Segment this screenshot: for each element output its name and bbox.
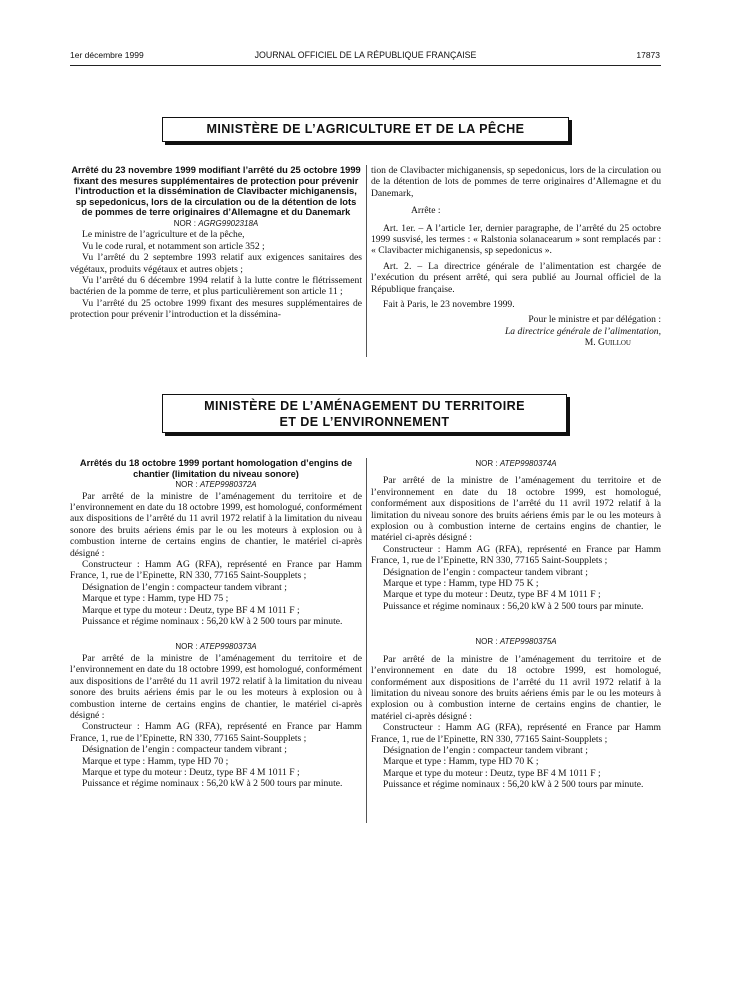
- section2-left-column: [70, 458, 362, 790]
- puissance: Puissance et régime nominaux : 56,20 kW à 2 500 tours par minute.: [82, 616, 343, 628]
- section2-right-column: [371, 458, 661, 791]
- paragraph-vu-arrete-1993: Vu l’arrêté du 2 septembre 1993 relatif aux exigences sanitaires des végétaux, produits végétaux et autres objets ;: [70, 252, 362, 275]
- ministry-box-environnement: [162, 394, 567, 433]
- column-divider: [366, 458, 367, 823]
- header-journal-title: JOURNAL OFFICIEL DE LA RÉPUBLIQUE FRANÇAISE: [254, 50, 477, 60]
- homologation-intro: Par arrêté de la ministre de l’aménagement du territoire et de l’environnement en date du 18 octobre 1999, est homologué, conformément aux dispositions de l’arrêté du 11 avril 1972 relatif à la limitation du niveau sonore des bruits aériens émis par le ou les moteurs à explosion ou à combustion interne de certains engins de chantier, le matériel ci-après désigné :: [371, 653, 661, 722]
- designation: Désignation de l’engin : compacteur tandem vibrant ;: [82, 744, 287, 756]
- constructeur: Constructeur : Hamm AG (RFA), représenté en France par Hamm France, 1, rue de l’Epinette, RN 330, 77165 Saint-Soupplets ;: [70, 721, 362, 744]
- paragraph-vu-arrete-1994: Vu l’arrêté du 6 décembre 1994 relatif à la lutte contre le flétrissement bactérien de la pomme de terre, et plus particulièrement son article 11 ;: [70, 275, 362, 298]
- moteur: Marque et type du moteur : Deutz, type BF 4 M 1011 F ;: [383, 767, 601, 779]
- nor-atep9980372a: ATEP9980372A: [199, 480, 257, 490]
- homologation-block-3: [371, 475, 661, 612]
- nor-label: NOR :: [475, 459, 498, 468]
- moteur: Marque et type du moteur : Deutz, type BF 4 M 1011 F ;: [82, 604, 300, 616]
- designation: Désignation de l’engin : compacteur tandem vibrant ;: [383, 744, 588, 756]
- nor-atep9980375a: ATEP9980375A: [499, 637, 557, 647]
- moteur: Marque et type du moteur : Deutz, type BF 4 M 1011 F ;: [383, 589, 601, 601]
- homologation-block-4: [371, 654, 661, 791]
- homologation-block-2: [70, 653, 362, 790]
- nor-label: NOR :: [175, 642, 198, 652]
- ministry-box-agriculture: [162, 117, 569, 142]
- nor-atep9980373a: ATEP9980373A: [199, 642, 257, 652]
- paragraph-vu-arrete-octobre-1999: Vu l’arrêté du 25 octobre 1999 fixant des mesures supplémentaires de protection pour prévenir l’introduction et la dissémina-: [70, 297, 362, 321]
- arrete-heading: Arrête :: [411, 205, 441, 217]
- homologation-intro: Par arrêté de la ministre de l’aménagement du territoire et de l’environnement en date du 18 octobre 1999, est homologué, conformément aux dispositions de l’arrêté du 11 avril 1972 relatif à la limitation du niveau sonore des bruits aériens émis par le ou les moteurs à explosion ou à combustion interne de certains engins de chantier, le matériel ci-après désigné :: [70, 652, 362, 721]
- puissance: Puissance et régime nominaux : 56,20 kW à 2 500 tours par minute.: [383, 600, 644, 612]
- puissance: Puissance et régime nominaux : 56,20 kW à 2 500 tours par minute.: [82, 778, 343, 790]
- constructeur: Constructeur : Hamm AG (RFA), représenté en France par Hamm France, 1, rue de l’Epinette, RN 330, 77165 Saint-Soupplets ;: [70, 559, 362, 582]
- fait-a-paris: Fait à Paris, le 23 novembre 1999.: [383, 299, 515, 311]
- header-rule: [70, 65, 661, 66]
- section1-right-column: [371, 165, 661, 349]
- puissance: Puissance et régime nominaux : 56,20 kW à 2 500 tours par minute.: [383, 779, 644, 791]
- constructeur: Constructeur : Hamm AG (RFA), représenté en France par Hamm France, 1, rue de l’Epinette, RN 330, 77165 Saint-Soupplets ;: [371, 543, 661, 567]
- nor-agrg9902318a: AGRG9902318A: [198, 218, 259, 228]
- nor-label: NOR :: [173, 218, 196, 228]
- decree-title-environnement: Arrêtés du 18 octobre 1999 portant homologation d’engins de chantier (limitation du niveau sonore): [79, 458, 353, 479]
- designation: Désignation de l’engin : compacteur tandem vibrant ;: [82, 581, 287, 593]
- designation: Désignation de l’engin : compacteur tandem vibrant ;: [383, 566, 588, 578]
- signature-name: M. Guillou: [584, 337, 631, 349]
- decree-title-agriculture: Arrêté du 23 novembre 1999 modifiant l’arrêté du 25 octobre 1999 fixant des mesures supplémentaires de protection pour prévenir l’introduction et la dissémination de Clavibacter michiganensis, sp sepedonicus, lors de la circulation ou de la détention de lots de pommes de terre originaires d’Allemagne et du Danemark: [71, 165, 361, 218]
- header-date: 1er décembre 1999: [70, 50, 144, 60]
- nor-label: NOR :: [475, 637, 498, 647]
- homologation-block-1: [70, 491, 362, 628]
- signature-delegation: Pour le ministre et par délégation :: [528, 314, 661, 326]
- homologation-intro: Par arrêté de la ministre de l’aménagement du territoire et de l’environnement en date du 18 octobre 1999, est homologué, conformément aux dispositions de l’arrêté du 11 avril 1972 relatif à la limitation du niveau sonore des bruits aériens émis par le ou les moteurs à explosion ou à combustion interne de certains engins de chantier, le matériel ci-après désigné :: [371, 475, 661, 544]
- paragraph-vu-code-rural: Vu le code rural, et notamment son article 352 ;: [82, 240, 265, 252]
- marque-type: Marque et type : Hamm, type HD 75 ;: [82, 593, 229, 605]
- column-divider: [366, 165, 367, 357]
- ministry-title-agriculture: MINISTÈRE DE L’AGRICULTURE ET DE LA PÊCHE: [206, 122, 525, 136]
- section1-left-column: [70, 165, 362, 321]
- homologation-intro: Par arrêté de la ministre de l’aménagement du territoire et de l’environnement en date du 18 octobre 1999, est homologué, conformément aux dispositions de l’arrêté du 11 avril 1972 relatif à la limitation du niveau sonore des bruits aériens émis par le ou les moteurs à explosion ou à combustion interne de certains engins de chantier, le matériel ci-après désigné :: [70, 490, 362, 559]
- moteur: Marque et type du moteur : Deutz, type BF 4 M 1011 F ;: [82, 766, 300, 778]
- marque-type: Marque et type : Hamm, type HD 70 ;: [82, 755, 229, 767]
- article-1: Art. 1er. – A l’article 1er, dernier paragraphe, de l’arrêté du 25 octobre 1999 susvisé, les termes : « Ralstonia solanacearum » sont remplacés par : « Clavibacter michiganensis, sp sepedonicus ».: [371, 222, 661, 257]
- paragraph-continuation: tion de Clavibacter michiganensis, sp sepedonicus, lors de la circulation ou de la détention de lots de pommes de terre originaires d’Allemagne et du Danemark,: [371, 165, 661, 199]
- ministry-title-environnement-line1: MINISTÈRE DE L’AMÉNAGEMENT DU TERRITOIRE: [204, 399, 525, 413]
- signature-title: La directrice générale de l’alimentation,: [504, 325, 661, 337]
- article-2: Art. 2. – La directrice générale de l’alimentation est chargée de l’exécution du présent arrêté, qui sera publié au Journal officiel de la République française.: [371, 260, 661, 295]
- nor-atep9980374a: ATEP9980374A: [499, 459, 557, 468]
- constructeur: Constructeur : Hamm AG (RFA), représenté en France par Hamm France, 1, rue de l’Epinette, RN 330, 77165 Saint-Soupplets ;: [371, 722, 661, 745]
- nor-label: NOR :: [175, 480, 198, 490]
- paragraph-minister: Le ministre de l’agriculture et de la pêche,: [82, 229, 245, 241]
- marque-type: Marque et type : Hamm, type HD 75 K ;: [383, 578, 539, 590]
- marque-type: Marque et type : Hamm, type HD 70 K ;: [383, 756, 539, 768]
- ministry-title-environnement-line2: ET DE L’ENVIRONNEMENT: [279, 415, 450, 429]
- header-page-number: 17873: [636, 50, 660, 60]
